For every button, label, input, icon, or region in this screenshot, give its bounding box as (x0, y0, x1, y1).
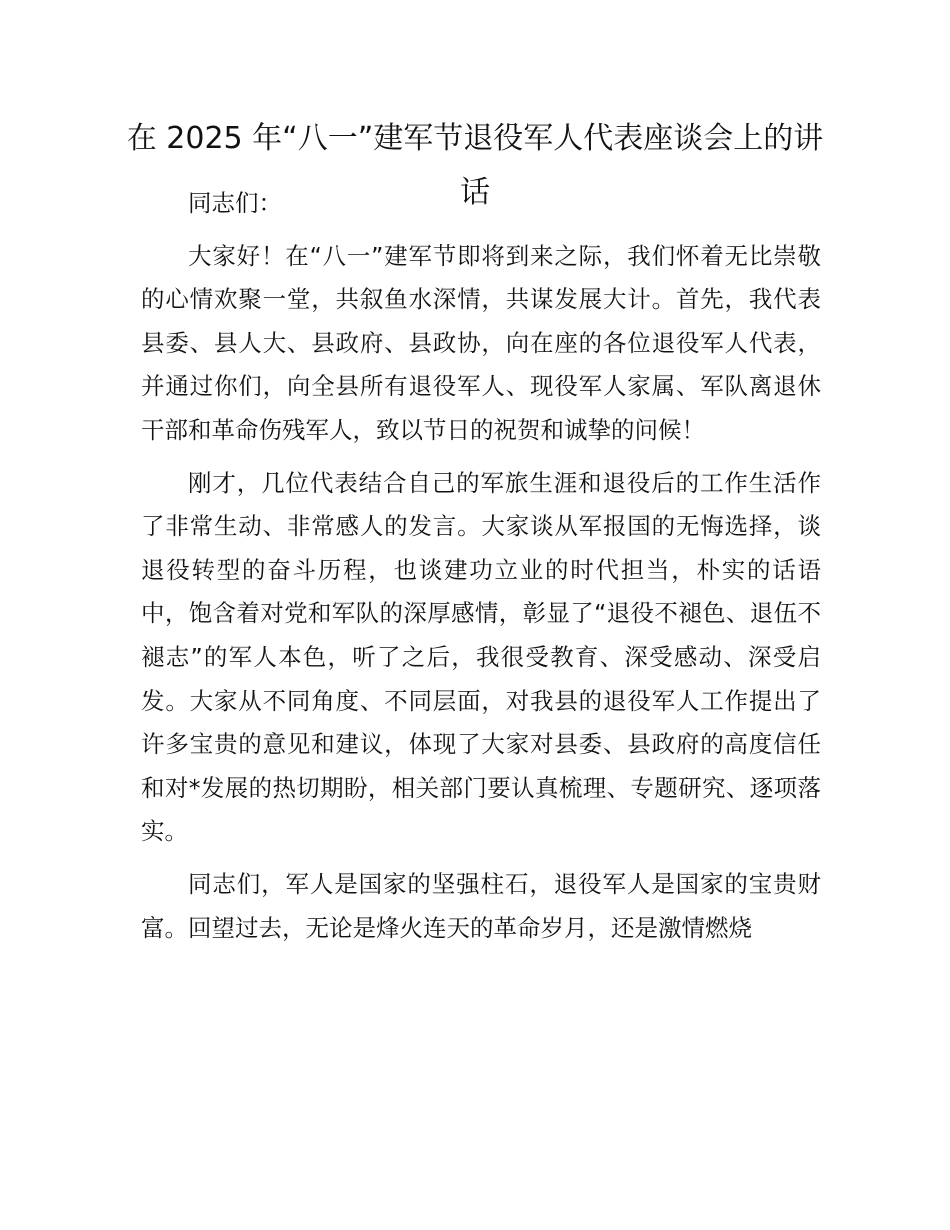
salutation-paragraph: 同志们： (188, 189, 282, 217)
greeting-paragraph: 大家好！在“八一”建军节即将到来之际，我们怀着无比崇敬的心情欢聚一堂，共叙鱼水深情，共谋发展大计。首先，我代表县委、县人大、县政府、县政协，向在座的各位退役军人代表，并通过你们，向全县所有退役军人、现役军人家属、军队离退休干部和革命伤残军人，致以节日的祝贺和诚挚的问候！ (141, 241, 821, 444)
speech-paragraph: 刚才，几位代表结合自己的军旅生涯和退役后的工作生活作了非常生动、非常感人的发言。大家谈从军报国的无悔选择，谈退役转型的奋斗历程，也谈建功立业的时代担当，朴实的话语中，饱含着对党和军队的深厚感情，彰显了“退役不褪色、退伍不褪志”的军人本色，听了之后，我很受教育、深受感动、深受启发。大家从不同角度、不同层面，对我县的退役军人工作提出了许多宝贵的意见和建议，体现了大家对县委、县政府的高度信任和对*发展的热切期盼，相关部门要认真梳理、专题研究、逐项落实。 (141, 468, 821, 846)
document-body (141, 182, 821, 950)
speech-paragraph: 同志们，军人是国家的坚强柱石，退役军人是国家的宝贵财富。回望过去，无论是烽火连天的革命岁月，还是激情燃烧 (141, 869, 821, 942)
document-title: 在 2025 年“八一”建军节退役军人代表座谈会上的讲话 (126, 121, 824, 210)
